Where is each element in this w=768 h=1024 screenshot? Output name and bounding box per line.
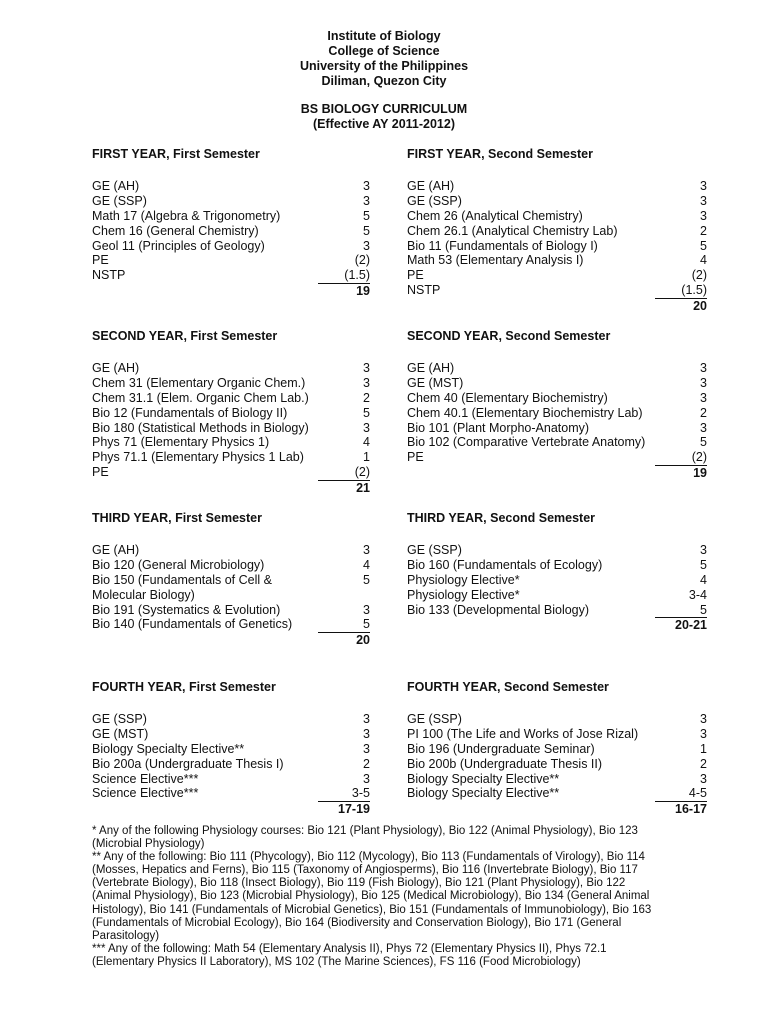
course-row [92, 727, 370, 742]
semester-title-y4s1: FOURTH YEAR, First Semester [92, 680, 276, 694]
course-credits: 3-4 [688, 587, 707, 602]
total-units: 19 [693, 466, 707, 481]
curriculum-subtitle: (Effective AY 2011-2012) [313, 117, 455, 131]
course-row [407, 283, 707, 298]
course-name: Bio 191 (Systematics & Evolution) [92, 602, 281, 617]
course-name: Bio 140 (Fundamentals of Genetics) [92, 617, 293, 632]
course-row [92, 209, 370, 224]
total-units: 21 [356, 481, 370, 496]
semester-total [92, 801, 370, 816]
course-name: GE (AH) [92, 543, 140, 557]
course-credits: 4 [700, 253, 707, 268]
course-list-y2s2 [407, 361, 707, 480]
semester-title-y1s2: FIRST YEAR, Second Semester [407, 147, 593, 161]
semester-title-y1s1: FIRST YEAR, First Semester [92, 147, 260, 161]
course-name: GE (SSP) [407, 543, 462, 557]
course-name: Chem 31 (Elementary Organic Chem.) [92, 375, 306, 390]
course-name: Geol 11 (Principles of Geology) [92, 238, 265, 253]
course-credits: (1.5) [344, 268, 370, 283]
header-line-college: College of Science [328, 44, 440, 58]
course-row [92, 558, 370, 573]
course-row [407, 757, 707, 772]
course-name: Bio 120 (General Microbiology) [92, 557, 265, 572]
course-name: GE (AH) [407, 179, 455, 193]
course-credits: 5 [363, 405, 370, 420]
course-row [407, 727, 707, 742]
course-row [92, 268, 370, 283]
course-row [92, 786, 370, 801]
course-name: Bio 180 (Statistical Methods in Biology) [92, 420, 309, 435]
course-credits: 5 [363, 223, 370, 238]
course-name: Bio 200a (Undergraduate Thesis I) [92, 756, 284, 771]
course-credits: 3 [700, 771, 707, 786]
course-row [407, 406, 707, 421]
institution-header [0, 29, 768, 89]
course-credits: 3 [363, 741, 370, 756]
total-units: 20-21 [675, 618, 707, 633]
course-row [92, 450, 370, 465]
course-credits: 5 [363, 208, 370, 223]
course-row [92, 603, 370, 618]
course-row [407, 421, 707, 436]
course-credits: 5 [363, 617, 370, 632]
course-name: Biology Specialty Elective** [92, 741, 245, 756]
course-name: Chem 40.1 (Elementary Biochemistry Lab) [407, 405, 643, 420]
course-name: Science Elective*** [92, 771, 199, 786]
course-row [407, 573, 707, 588]
course-row [407, 435, 707, 450]
course-name: Chem 26.1 (Analytical Chemistry Lab) [407, 223, 618, 238]
course-credits: 5 [700, 435, 707, 450]
course-credits: 3 [700, 543, 707, 557]
course-credits: 1 [363, 450, 370, 465]
course-name: Physiology Elective* [407, 587, 520, 602]
footnote-specialty: ** Any of the following: Bio 111 (Phycology), Bio 112 (Mycology), Bio 113 (Fundamentals of Virology), Bio 114 (Mosses, Hepatics and Ferns), Bio 115 (Taxonomy of Angiosperms), Bio 116 (Invertebrate Biology), Bio 117 (Vertebrate Biology), Bio 118 (Insect Biology), Bio 119 (Fish Biology), Bio 121 (Plant Physiology), Bio 122 (Animal Physiology), Bio 123 (Microbial Physiology), Bio 125 (Medical Microbiology), Bio 134 (General Animal Histology), Bio 141 (Fundamentals of Microbial Genetics), Bio 151 (Fundamentals of Immunobiology), Bio 163 (Fundamentals of Microbial Ecology), Bio 164 (Biodiversity and Conservation Biology), Bio 171 (General Parasitology) [92, 851, 652, 942]
course-credits: 5 [700, 557, 707, 572]
course-row [407, 558, 707, 573]
course-credits: 3 [363, 238, 370, 253]
course-credits: 3 [363, 420, 370, 435]
semester-total [92, 283, 370, 298]
course-list-y1s2 [407, 179, 707, 313]
course-name: Science Elective*** [92, 786, 199, 801]
course-credits: 5 [700, 602, 707, 617]
course-credits: 3 [363, 361, 370, 375]
course-name: GE (MST) [92, 726, 149, 741]
course-name: NSTP [92, 268, 126, 283]
course-name: Bio 11 (Fundamentals of Biology I) [407, 238, 598, 253]
course-credits: 3 [700, 712, 707, 726]
curriculum-title: BS BIOLOGY CURRICULUM [300, 102, 468, 116]
course-row [92, 239, 370, 254]
course-row [92, 465, 370, 480]
course-name: Phys 71.1 (Elementary Physics 1 Lab) [92, 450, 304, 465]
course-name: Physiology Elective* [407, 572, 520, 587]
course-row [92, 712, 370, 727]
course-row [407, 253, 707, 268]
course-credits: (2) [354, 465, 370, 480]
course-name: Bio 200b (Undergraduate Thesis II) [407, 756, 603, 771]
course-name: NSTP [407, 283, 441, 298]
course-row [407, 588, 707, 603]
course-row [407, 224, 707, 239]
total-units: 20 [693, 299, 707, 314]
course-row [407, 391, 707, 406]
course-name: PE [407, 450, 424, 465]
course-row [92, 573, 370, 603]
semester-title-y4s2: FOURTH YEAR, Second Semester [407, 680, 609, 694]
course-name: PE [92, 253, 109, 268]
course-credits: 3 [700, 420, 707, 435]
course-name: GE (AH) [92, 361, 140, 375]
total-units: 19 [356, 284, 370, 299]
course-name: GE (MST) [407, 375, 464, 390]
curriculum-title-block [0, 102, 768, 132]
course-credits: 3 [700, 375, 707, 390]
course-row [92, 421, 370, 436]
course-row [92, 361, 370, 376]
semester-total [407, 298, 707, 313]
course-credits: 2 [363, 390, 370, 405]
course-list-y4s1 [92, 712, 370, 816]
course-credits: 3 [700, 726, 707, 741]
course-list-y3s2 [407, 543, 707, 632]
course-credits: 3 [700, 208, 707, 223]
course-credits: 1 [700, 741, 707, 756]
course-name: Bio 12 (Fundamentals of Biology II) [92, 405, 288, 420]
course-row [92, 742, 370, 757]
footnotes [92, 825, 662, 969]
course-name: GE (SSP) [407, 193, 462, 208]
course-name: GE (SSP) [407, 712, 462, 726]
course-credits: 2 [363, 756, 370, 771]
course-credits: 3 [363, 543, 370, 557]
semester-total [407, 617, 707, 632]
course-credits: 3 [363, 726, 370, 741]
course-row [92, 179, 370, 194]
course-credits: (2) [354, 253, 370, 268]
total-units: 20 [356, 633, 370, 648]
course-credits: 4 [363, 557, 370, 572]
total-units: 17-19 [338, 802, 370, 817]
course-list-y3s1 [92, 543, 370, 647]
header-line-university: University of the Philippines [299, 59, 469, 73]
semester-total [407, 801, 707, 816]
course-credits: (2) [691, 268, 707, 283]
course-credits: 3 [363, 602, 370, 617]
semester-title-y3s1: THIRD YEAR, First Semester [92, 511, 262, 525]
course-list-y2s1 [92, 361, 370, 495]
course-row [407, 786, 707, 801]
course-name: Chem 16 (General Chemistry) [92, 223, 259, 238]
course-name: Bio 133 (Developmental Biology) [407, 602, 590, 617]
course-name: Bio 102 (Comparative Vertebrate Anatomy) [407, 435, 646, 450]
course-name: PE [92, 465, 109, 480]
course-name: Chem 40 (Elementary Biochemistry) [407, 390, 608, 405]
course-name: Biology Specialty Elective** [407, 786, 560, 801]
course-name: GE (AH) [92, 179, 140, 193]
course-credits: 3 [363, 771, 370, 786]
course-name: Bio 160 (Fundamentals of Ecology) [407, 557, 603, 572]
course-row [92, 617, 370, 632]
course-credits: 3 [363, 712, 370, 726]
course-row [92, 406, 370, 421]
course-name: Math 53 (Elementary Analysis I) [407, 253, 584, 268]
course-row [407, 603, 707, 618]
course-row [92, 253, 370, 268]
course-list-y4s2 [407, 712, 707, 816]
header-line-location: Diliman, Quezon City [321, 74, 447, 88]
semester-total [92, 480, 370, 495]
course-name: PE [407, 268, 424, 283]
semester-title-y2s2: SECOND YEAR, Second Semester [407, 329, 611, 343]
course-name: Bio 150 (Fundamentals of Cell & Molecular Biology) [92, 572, 272, 602]
course-name: Chem 31.1 (Elem. Organic Chem Lab.) [92, 390, 309, 405]
course-row [92, 772, 370, 787]
course-credits: 3 [700, 361, 707, 375]
course-name: Bio 196 (Undergraduate Seminar) [407, 741, 595, 756]
course-row [92, 435, 370, 450]
course-row [407, 179, 707, 194]
course-name: Bio 101 (Plant Morpho-Anatomy) [407, 420, 590, 435]
course-credits: 2 [700, 223, 707, 238]
course-row [92, 391, 370, 406]
course-row [407, 712, 707, 727]
semester-total [92, 632, 370, 647]
course-name: GE (SSP) [92, 712, 147, 726]
course-row [407, 772, 707, 787]
course-credits: 3 [700, 193, 707, 208]
course-row [407, 742, 707, 757]
course-row [92, 224, 370, 239]
course-credits: 5 [363, 572, 370, 587]
course-name: GE (SSP) [92, 193, 147, 208]
course-credits: 2 [700, 405, 707, 420]
course-credits: 3 [363, 179, 370, 193]
course-credits: 3-5 [351, 786, 370, 801]
semester-title-y3s2: THIRD YEAR, Second Semester [407, 511, 596, 525]
semester-total [407, 465, 707, 480]
semester-title-y2s1: SECOND YEAR, First Semester [92, 329, 278, 343]
course-name: Biology Specialty Elective** [407, 771, 560, 786]
course-credits: 4 [700, 572, 707, 587]
course-row [407, 543, 707, 558]
course-name: PI 100 (The Life and Works of Jose Rizal) [407, 726, 639, 741]
course-row [407, 194, 707, 209]
course-row [92, 543, 370, 558]
footnote-physiology: * Any of the following Physiology courses: Bio 121 (Plant Physiology), Bio 122 (Animal Physiology), Bio 123 (Microbial Physiology) [92, 825, 638, 851]
course-credits: 4-5 [688, 786, 707, 801]
course-name: Chem 26 (Analytical Chemistry) [407, 208, 583, 223]
course-credits: 3 [700, 179, 707, 193]
course-row [92, 376, 370, 391]
course-row [407, 268, 707, 283]
course-row [407, 239, 707, 254]
course-name: Phys 71 (Elementary Physics 1) [92, 435, 270, 450]
course-row [407, 209, 707, 224]
course-row [92, 757, 370, 772]
course-credits: 2 [700, 756, 707, 771]
course-credits: (1.5) [681, 283, 707, 298]
course-credits: 3 [363, 375, 370, 390]
course-list-y1s1 [92, 179, 370, 298]
footnote-science: *** Any of the following: Math 54 (Elementary Analysis II), Phys 72 (Elementary Physics II), Phys 72.1 (Elementary Physics II Laboratory), MS 102 (The Marine Sciences), FS 116 (Food Microbiology) [92, 942, 607, 968]
course-credits: 3 [700, 390, 707, 405]
course-credits: (2) [691, 450, 707, 465]
course-name: Math 17 (Algebra & Trigonometry) [92, 208, 281, 223]
course-credits: 4 [363, 435, 370, 450]
course-name: GE (AH) [407, 361, 455, 375]
course-row [407, 376, 707, 391]
course-row [92, 194, 370, 209]
course-credits: 3 [363, 193, 370, 208]
course-row [407, 361, 707, 376]
course-credits: 5 [700, 238, 707, 253]
total-units: 16-17 [675, 802, 707, 817]
course-row [407, 450, 707, 465]
header-line-institute: Institute of Biology [327, 29, 441, 43]
